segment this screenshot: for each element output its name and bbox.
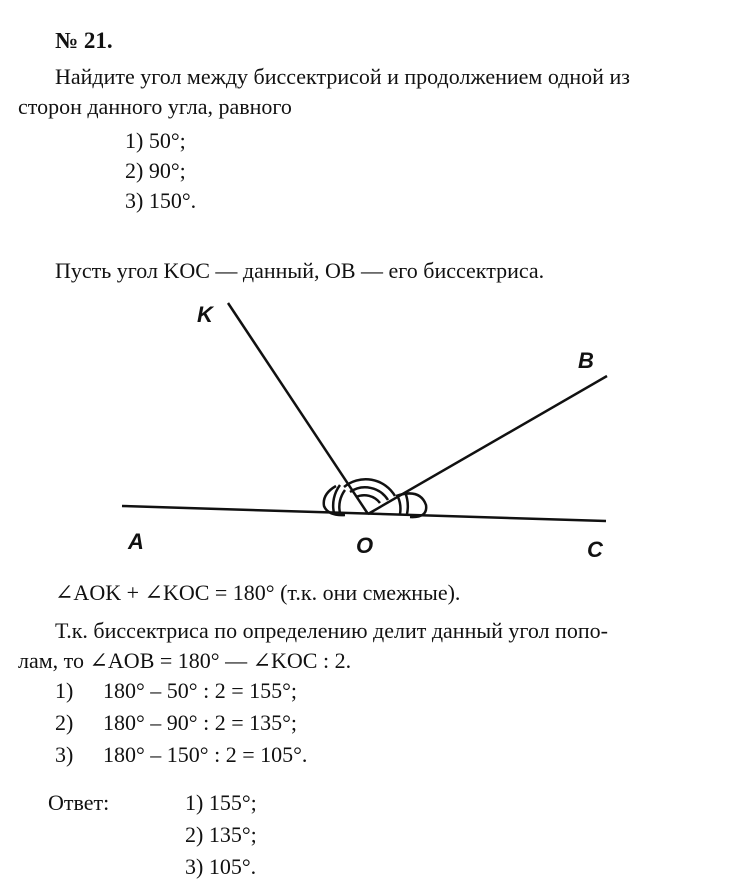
option-item: 3) 150°.: [125, 188, 197, 213]
point-label-b: B: [578, 348, 594, 373]
adjacent-angles-equation: ∠AOK + ∠KOC = 180° (т.к. они смежные).: [55, 580, 461, 605]
answer-item: 3) 105°.: [185, 854, 257, 879]
ray-ok: [228, 303, 368, 514]
calc-number: 2): [55, 710, 74, 735]
answer-label: Ответ:: [48, 790, 110, 815]
problem-statement-line1: Найдите угол между биссектрисой и продолжением одной из: [55, 64, 630, 89]
calc-expression: 180° – 50° : 2 = 155°;: [103, 678, 298, 703]
point-label-o: O: [356, 533, 374, 558]
point-label-k: K: [197, 302, 213, 327]
point-label-c: C: [587, 537, 603, 562]
calc-expression: 180° – 90° : 2 = 135°;: [103, 710, 298, 735]
problem-statement-line2: сторон данного угла, равного: [18, 94, 292, 119]
answer-item: 1) 155°;: [185, 790, 257, 815]
bisector-line1: Т.к. биссектриса по определению делит данный угол попо-: [55, 618, 608, 643]
arc-aok: [339, 490, 345, 513]
calc-number: 3): [55, 742, 74, 767]
option-item: 1) 50°;: [125, 128, 186, 153]
solution-intro: Пусть угол KOC — данный, OB — его биссектриса.: [55, 258, 545, 283]
arc-boc: [398, 497, 400, 514]
option-item: 2) 90°;: [125, 158, 186, 183]
calc-expression: 180° – 150° : 2 = 105°.: [103, 742, 308, 767]
arc-boc-outer: [405, 492, 408, 514]
calc-number: 1): [55, 678, 74, 703]
problem-number: № 21.: [55, 28, 113, 53]
point-label-a: A: [128, 529, 144, 554]
bisector-line2: лам, то ∠AOB = 180° — ∠KOC : 2.: [18, 648, 352, 673]
angle-figure: [0, 290, 730, 580]
answer-item: 2) 135°;: [185, 822, 257, 847]
